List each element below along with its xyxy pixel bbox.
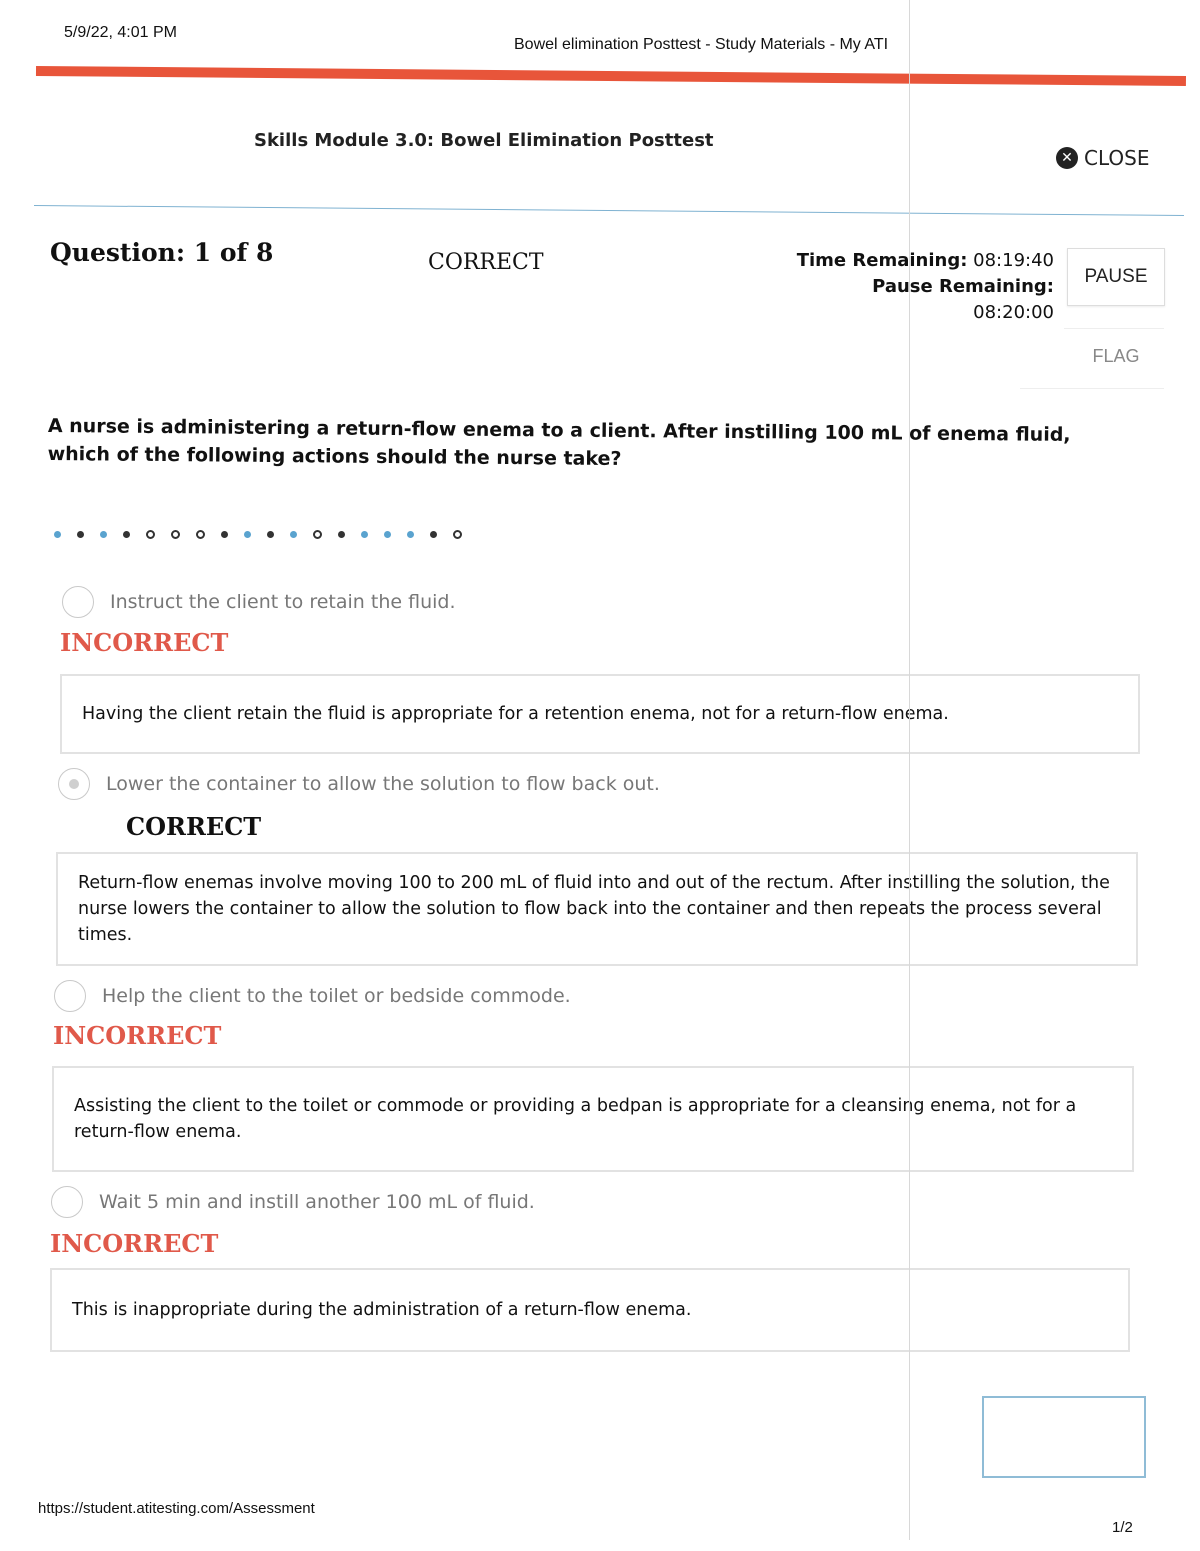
progress-dot bbox=[407, 531, 414, 538]
progress-dot bbox=[338, 531, 345, 538]
time-remaining-value: 08:19:40 bbox=[973, 250, 1054, 271]
progress-dot bbox=[290, 531, 297, 538]
question-counter: Question: 1 of 8 bbox=[50, 238, 274, 267]
progress-dot bbox=[361, 531, 368, 538]
radio-button-selected[interactable] bbox=[58, 768, 90, 800]
header-divider bbox=[34, 205, 1184, 216]
feedback-text: Having the client retain the fluid is appropriate for a retention enema, not for a return-flow enema. bbox=[82, 704, 949, 724]
scan-fold-line bbox=[909, 0, 910, 1540]
next-button[interactable] bbox=[982, 1396, 1146, 1478]
progress-dot bbox=[430, 531, 437, 538]
radio-button[interactable] bbox=[62, 586, 94, 618]
verdict-correct: CORRECT bbox=[126, 812, 262, 841]
flag-divider-bottom bbox=[1020, 388, 1164, 389]
time-remaining bbox=[790, 248, 1054, 274]
close-circle-icon: ✕ bbox=[1056, 147, 1078, 169]
answer-option-3[interactable] bbox=[54, 980, 571, 1012]
answer-option-text: Help the client to the toilet or bedside commode. bbox=[102, 985, 571, 1007]
flag-divider-top bbox=[1064, 328, 1164, 329]
radio-button[interactable] bbox=[51, 1186, 83, 1218]
progress-dot bbox=[100, 531, 107, 538]
feedback-box bbox=[50, 1268, 1130, 1352]
footer-url: https://student.atitesting.com/Assessment bbox=[38, 1500, 315, 1517]
answer-option-2[interactable] bbox=[58, 768, 660, 800]
progress-dot bbox=[267, 531, 274, 538]
pause-button[interactable]: PAUSE bbox=[1067, 248, 1165, 306]
feedback-text: Assisting the client to the toilet or commode or providing a bedpan is appropriate for a cleansing enema, not for a return-flow enema. bbox=[74, 1096, 1077, 1142]
feedback-text: Return-flow enemas involve moving 100 to 200 mL of fluid into and out of the rectum. After instilling the solution, the nurse lowers the container to allow the solution to flow back into the container and then repeats the process several times. bbox=[78, 873, 1110, 945]
module-title: Skills Module 3.0: Bowel Elimination Posttest bbox=[254, 130, 714, 151]
print-datetime: 5/9/22, 4:01 PM bbox=[64, 24, 177, 41]
accent-bar bbox=[36, 66, 1186, 86]
pause-remaining-label: Pause Remaining: bbox=[872, 276, 1054, 297]
close-button[interactable] bbox=[1056, 146, 1149, 170]
answer-option-4[interactable] bbox=[51, 1186, 535, 1218]
answer-option-text: Instruct the client to retain the fluid. bbox=[110, 591, 456, 613]
progress-dot bbox=[313, 530, 322, 539]
verdict-incorrect: INCORRECT bbox=[50, 1229, 219, 1258]
feedback-box bbox=[52, 1066, 1134, 1172]
answer-option-text: Wait 5 min and instill another 100 mL of fluid. bbox=[99, 1191, 535, 1213]
footer-page-number: 1/2 bbox=[1112, 1519, 1133, 1536]
progress-dots bbox=[54, 530, 462, 539]
feedback-box bbox=[60, 674, 1140, 754]
result-status: CORRECT bbox=[428, 250, 544, 275]
progress-dot bbox=[244, 531, 251, 538]
progress-dot bbox=[221, 531, 228, 538]
progress-dot bbox=[146, 530, 155, 539]
print-page-title: Bowel elimination Posttest - Study Materials - My ATI bbox=[514, 36, 889, 53]
timer-block bbox=[790, 248, 1054, 326]
close-label: CLOSE bbox=[1084, 146, 1150, 170]
time-remaining-label: Time Remaining: bbox=[796, 250, 968, 271]
progress-dot bbox=[77, 531, 84, 538]
answer-option-1[interactable] bbox=[62, 586, 456, 618]
progress-dot bbox=[196, 530, 205, 539]
pause-remaining-value: 08:20:00 bbox=[973, 302, 1054, 323]
feedback-text: This is inappropriate during the administration of a return-flow enema. bbox=[72, 1300, 692, 1320]
question-text: A nurse is administering a return-flow enema to a client. After instilling 100 mL of enema fluid, which of the following actions should the nurse take? bbox=[47, 414, 1071, 471]
pause-remaining bbox=[790, 274, 1054, 326]
progress-dot bbox=[123, 531, 130, 538]
verdict-incorrect: INCORRECT bbox=[53, 1021, 222, 1050]
answer-option-text: Lower the container to allow the solution to flow back out. bbox=[106, 773, 660, 795]
flag-button[interactable]: FLAG bbox=[1092, 346, 1140, 366]
feedback-box bbox=[56, 852, 1138, 966]
progress-dot bbox=[171, 530, 180, 539]
radio-button[interactable] bbox=[54, 980, 86, 1012]
progress-dot bbox=[54, 531, 61, 538]
progress-dot bbox=[453, 530, 462, 539]
progress-dot bbox=[384, 531, 391, 538]
verdict-incorrect: INCORRECT bbox=[60, 628, 229, 657]
